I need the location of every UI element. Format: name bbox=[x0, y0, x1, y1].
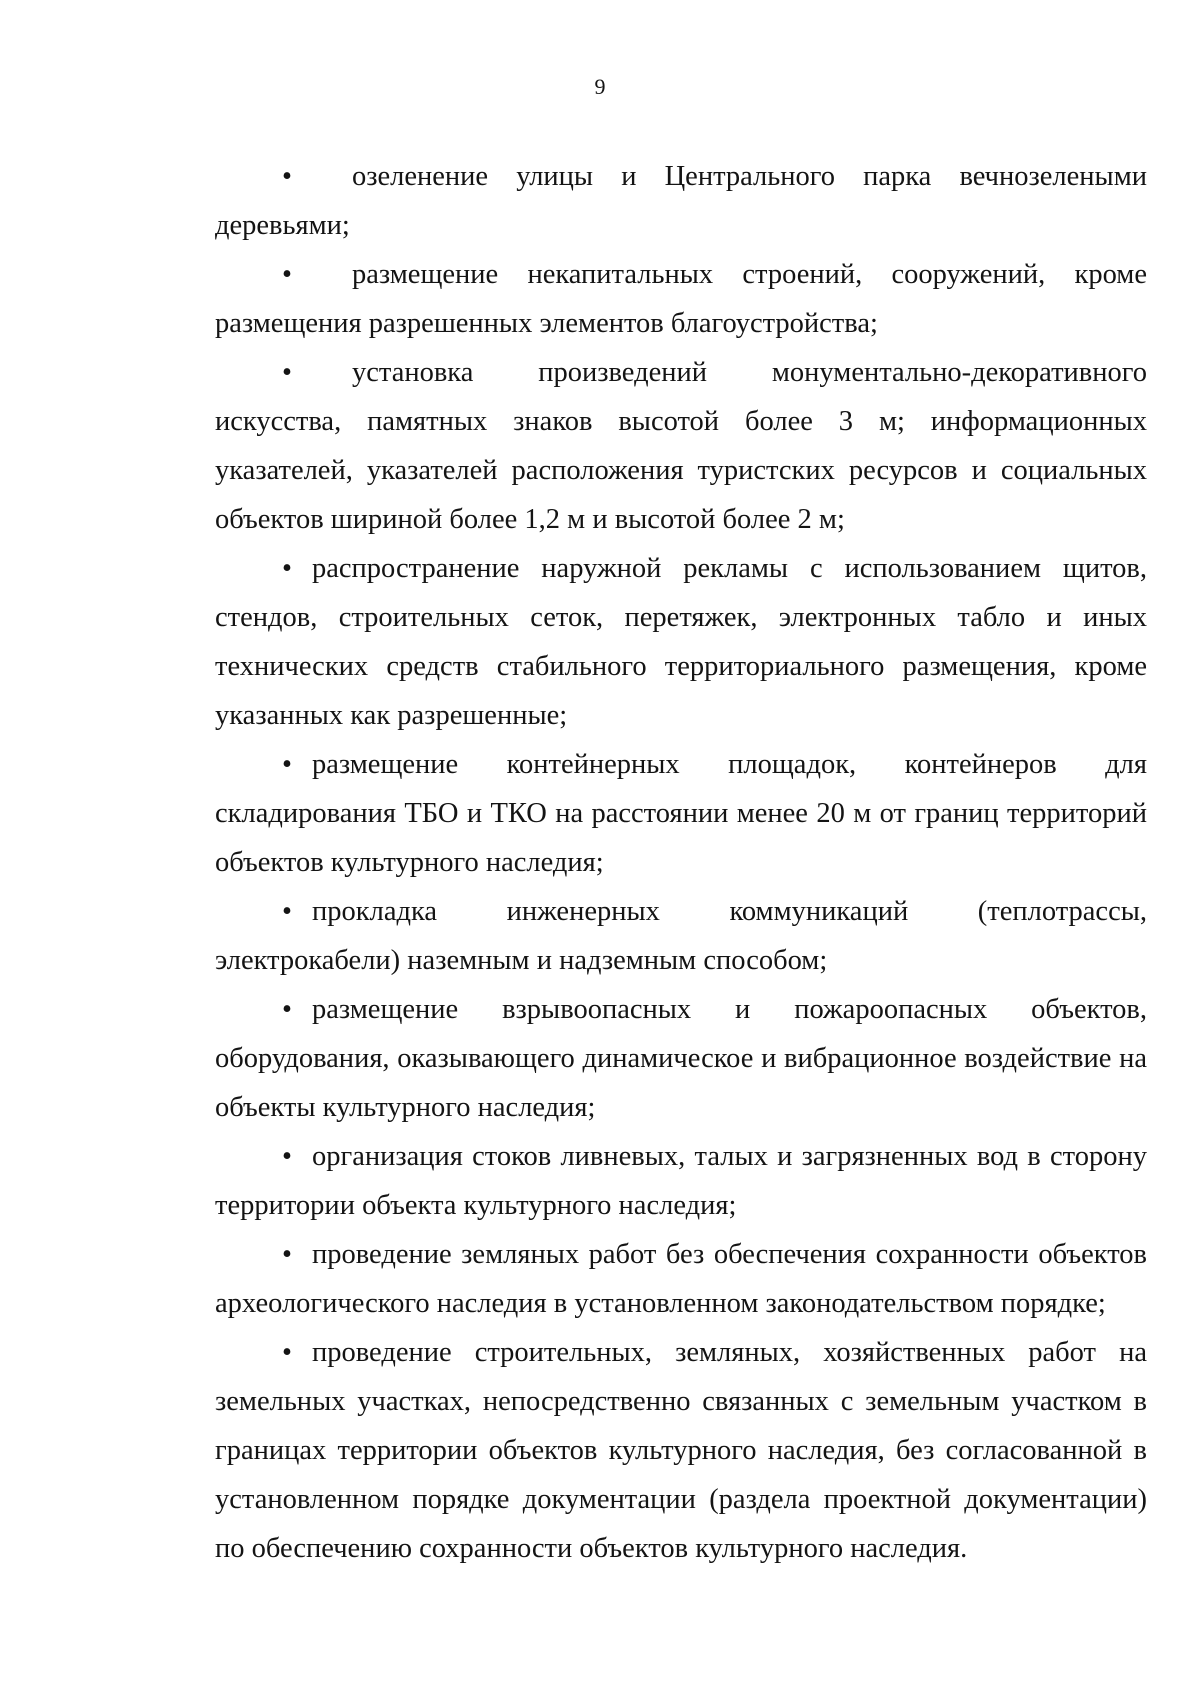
list-item bbox=[215, 544, 1147, 740]
list-item-text: распространение наружной рекламы с использованием щитов, стендов, строительных сеток, перетяжек, электронных табло и иных технических средств стабильного территориального размещения, кроме указанных как разрешенные; bbox=[215, 553, 1147, 731]
list-item-text: озеленение улицы и Центрального парка вечнозелеными деревьями; bbox=[215, 161, 1147, 241]
list-item bbox=[215, 1328, 1147, 1573]
list-item-text: размещение взрывоопасных и пожароопасных объектов, оборудования, оказывающего динамическое и вибрационное воздействие на объекты культурного наследия; bbox=[215, 994, 1147, 1123]
bullet-icon: • bbox=[282, 161, 292, 192]
list-item bbox=[215, 152, 1147, 250]
bullet-icon: • bbox=[282, 1337, 292, 1368]
page-number: 9 bbox=[594, 74, 606, 99]
list-item-text: установка произведений монументально-декоративного искусства, памятных знаков высотой более 3 м; информационных указателей, указателей расположения туристских ресурсов и социальных объектов шириной более 1,2 м и высотой более 2 м; bbox=[215, 357, 1147, 535]
bullet-icon: • bbox=[282, 553, 292, 584]
bullet-icon: • bbox=[282, 1239, 292, 1270]
bullet-icon: • bbox=[282, 896, 292, 927]
list-item bbox=[215, 250, 1147, 348]
document-body bbox=[215, 152, 1147, 1573]
list-item-text: проведение строительных, земляных, хозяйственных работ на земельных участках, непосредственно связанных с земельным участком в границах территории объектов культурного наследия, без согласованной в установленном порядке документации (раздела проектной документации) по обеспечению сохранности объектов культурного наследия. bbox=[215, 1337, 1147, 1564]
list-item bbox=[215, 887, 1147, 985]
list-item bbox=[215, 1132, 1147, 1230]
list-item-text: прокладка инженерных коммуникаций (теплотрассы, электрокабели) наземным и надземным способом; bbox=[215, 896, 1147, 976]
list-item bbox=[215, 1230, 1147, 1328]
list-item bbox=[215, 348, 1147, 544]
list-item-text: организация стоков ливневых, талых и загрязненных вод в сторону территории объекта культурного наследия; bbox=[215, 1141, 1147, 1221]
bullet-icon: • bbox=[282, 994, 292, 1025]
bullet-icon: • bbox=[282, 259, 292, 290]
list-item bbox=[215, 985, 1147, 1132]
list-item bbox=[215, 740, 1147, 887]
bullet-icon: • bbox=[282, 749, 292, 780]
list-item-text: размещение некапитальных строений, сооружений, кроме размещения разрешенных элементов благоустройства; bbox=[215, 259, 1147, 339]
list-item-text: проведение земляных работ без обеспечения сохранности объектов археологического наследия в установленном законодательством порядке; bbox=[215, 1239, 1147, 1319]
bullet-icon: • bbox=[282, 1141, 292, 1172]
list-item-text: размещение контейнерных площадок, контейнеров для складирования ТБО и ТКО на расстоянии менее 20 м от границ территорий объектов культурного наследия; bbox=[215, 749, 1147, 878]
bullet-icon: • bbox=[282, 357, 292, 388]
